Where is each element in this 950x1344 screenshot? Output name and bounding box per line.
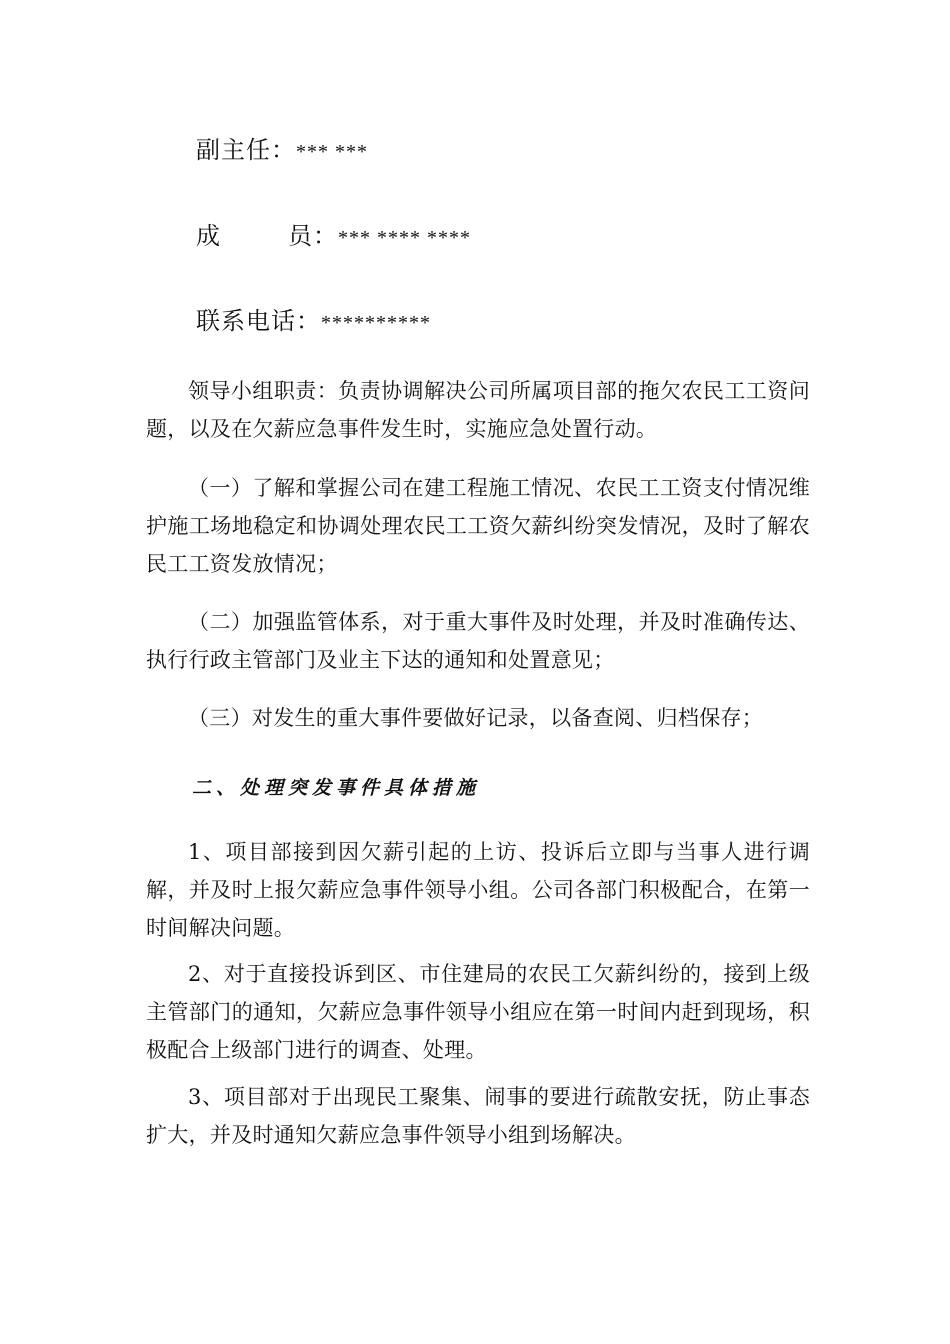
duties-intro-paragraph: 领导小组职责：负责协调解决公司所属项目部的拖欠农民工工资问题，以及在欠薪应急事件发生时，实施应急处置行动。 <box>146 379 810 441</box>
measure-1: 1、项目部接到因欠薪引起的上访、投诉后立即与当事人进行调解，并及时上报欠薪应急事件领导小组。公司各部门积极配合，在第一时间解决问题。 <box>146 840 810 940</box>
phone-label: 联系电话： <box>196 307 321 335</box>
deputy-director-line <box>196 135 368 167</box>
deputy-director-value: *** *** <box>296 141 368 163</box>
members-value: *** **** **** <box>338 227 471 249</box>
section-heading: 二、处理突发事件具体措施 <box>192 777 481 799</box>
members-label-part2: 员： <box>288 222 338 250</box>
deputy-director-label: 副主任： <box>196 136 296 164</box>
members-label-part1: 成 <box>196 222 221 250</box>
duty-item-2: （二）加强监管体系，对于重大事件及时处理，并及时准确传达、执行行政主管部门及业主下达的通知和处置意见； <box>146 610 810 672</box>
phone-value: ********** <box>321 312 431 334</box>
duty-item-3: （三）对发生的重大事件要做好记录，以备查阅、归档保存； <box>188 706 764 730</box>
duty-item-1: （一）了解和掌握公司在建工程施工情况、农民工工资支付情况维护施工场地稳定和协调处理农民工工资欠薪纠纷突发情况，及时了解农民工工资发放情况； <box>146 476 810 576</box>
measure-2: 2、对于直接投诉到区、市住建局的农民工欠薪纠纷的，接到上级主管部门的通知，欠薪应急事件领导小组应在第一时间内赶到现场，积极配合上级部门进行的调查、处理。 <box>146 962 810 1062</box>
phone-line <box>196 306 431 338</box>
measure-3: 3、项目部对于出现民工聚集、闹事的要进行疏散安抚，防止事态扩大，并及时通知欠薪应急事件领导小组到场解决。 <box>146 1085 810 1147</box>
members-line <box>196 221 471 253</box>
